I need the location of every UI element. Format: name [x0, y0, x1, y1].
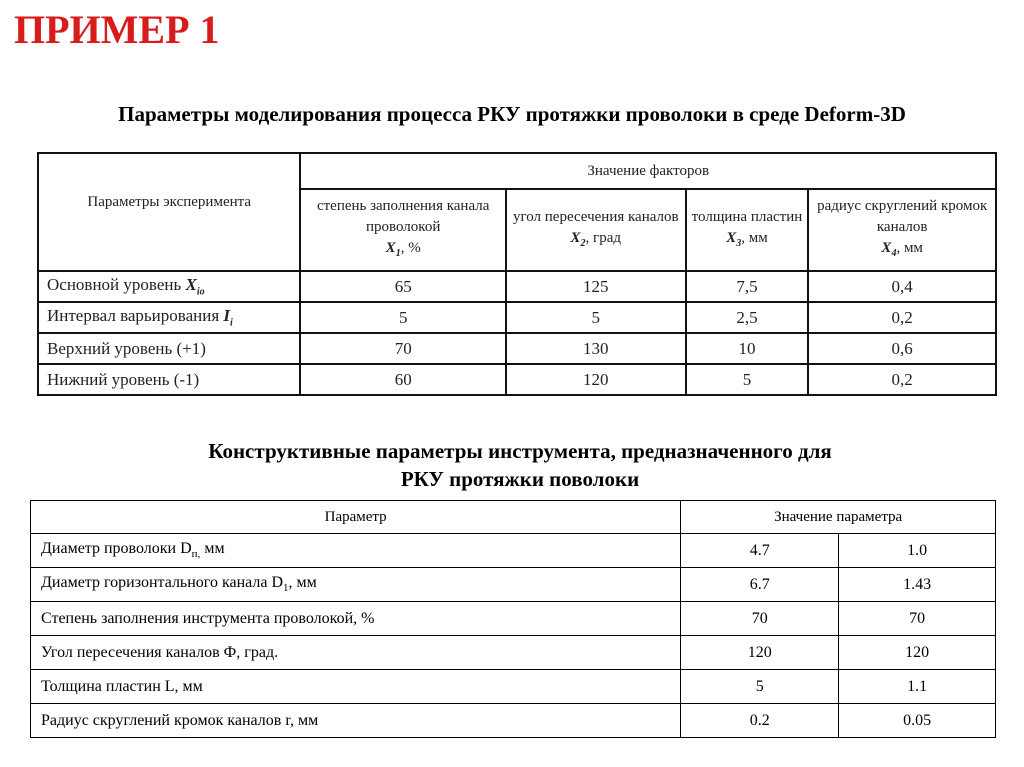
table-row: [31, 704, 996, 738]
table-row: [31, 636, 996, 670]
param-label: Диаметр горизонтального канала $D_1$, мм: [31, 568, 681, 602]
value-cell: 120: [839, 636, 996, 670]
value-cell: 4.7: [681, 534, 839, 568]
table-row: [31, 602, 996, 636]
table-row: [38, 302, 996, 333]
param-label: Толщина пластин L, мм: [31, 670, 681, 704]
row-label: Нижний уровень (-1): [38, 364, 300, 395]
value-cell: 0.05: [839, 704, 996, 738]
factors-table: [37, 152, 997, 396]
table2-caption: Конструктивные параметры инструмента, предназначенного для РКУ протяжки поволоки: [208, 439, 832, 491]
value-cell: 2,5: [686, 302, 809, 333]
table-row: [31, 534, 996, 568]
table-row: [38, 333, 996, 364]
value-cell: 130: [506, 333, 686, 364]
slide-title: ПРИМЕР 1: [14, 7, 220, 52]
value-cell: 10: [686, 333, 809, 364]
row-header-cell: Параметры эксперимента: [38, 153, 300, 271]
value-cell: 70: [839, 602, 996, 636]
value-cell: 5: [686, 364, 809, 395]
value-cell: 0,2: [808, 364, 996, 395]
value-cell: 6.7: [681, 568, 839, 602]
value-cell: 1.0: [839, 534, 996, 568]
table-row: [31, 670, 996, 704]
row-label: Интервал варьирования $I_i$: [38, 302, 300, 333]
param-label: Диаметр проволоки $D_{п,}$ мм: [31, 534, 681, 568]
value-cell: 65: [300, 271, 506, 302]
value-cell: 120: [506, 364, 686, 395]
param-label: Радиус скруглений кромок каналов r, мм: [31, 704, 681, 738]
value-cell: 0.2: [681, 704, 839, 738]
param-label: Угол пересечения каналов Ф, град.: [31, 636, 681, 670]
value-cell: 5: [300, 302, 506, 333]
tool-parameters-table: [30, 500, 996, 738]
param-label: Степень заполнения инструмента проволокой, %: [31, 602, 681, 636]
value-cell: 5: [506, 302, 686, 333]
group-header-cell: Значение факторов: [300, 153, 996, 189]
value-cell: 125: [506, 271, 686, 302]
table1-caption: Параметры моделирования процесса РКУ протяжки проволоки в среде Deform-3D: [118, 102, 906, 126]
header-value: Значение параметра: [681, 501, 996, 534]
value-cell: 1.1: [839, 670, 996, 704]
column-header: степень заполнения канала проволокой $X_1$, %: [300, 189, 506, 271]
value-cell: 60: [300, 364, 506, 395]
value-cell: 7,5: [686, 271, 809, 302]
value-cell: 5: [681, 670, 839, 704]
value-cell: 0,2: [808, 302, 996, 333]
table-row: [31, 568, 996, 602]
value-cell: 0,4: [808, 271, 996, 302]
value-cell: 1.43: [839, 568, 996, 602]
header-parameter: Параметр: [31, 501, 681, 534]
value-cell: 0,6: [808, 333, 996, 364]
row-label: Верхний уровень (+1): [38, 333, 300, 364]
table-row: [38, 271, 996, 302]
value-cell: 120: [681, 636, 839, 670]
column-header: толщина пластин $X_3$, мм: [686, 189, 809, 271]
value-cell: 70: [300, 333, 506, 364]
column-header: угол пересечения каналов $X_2$, град: [506, 189, 686, 271]
value-cell: 70: [681, 602, 839, 636]
column-header: радиус скруглений кромок каналов $X_4$, мм: [808, 189, 996, 271]
table-row: [38, 364, 996, 395]
row-label: Основной уровень $X_{io}$: [38, 271, 300, 302]
